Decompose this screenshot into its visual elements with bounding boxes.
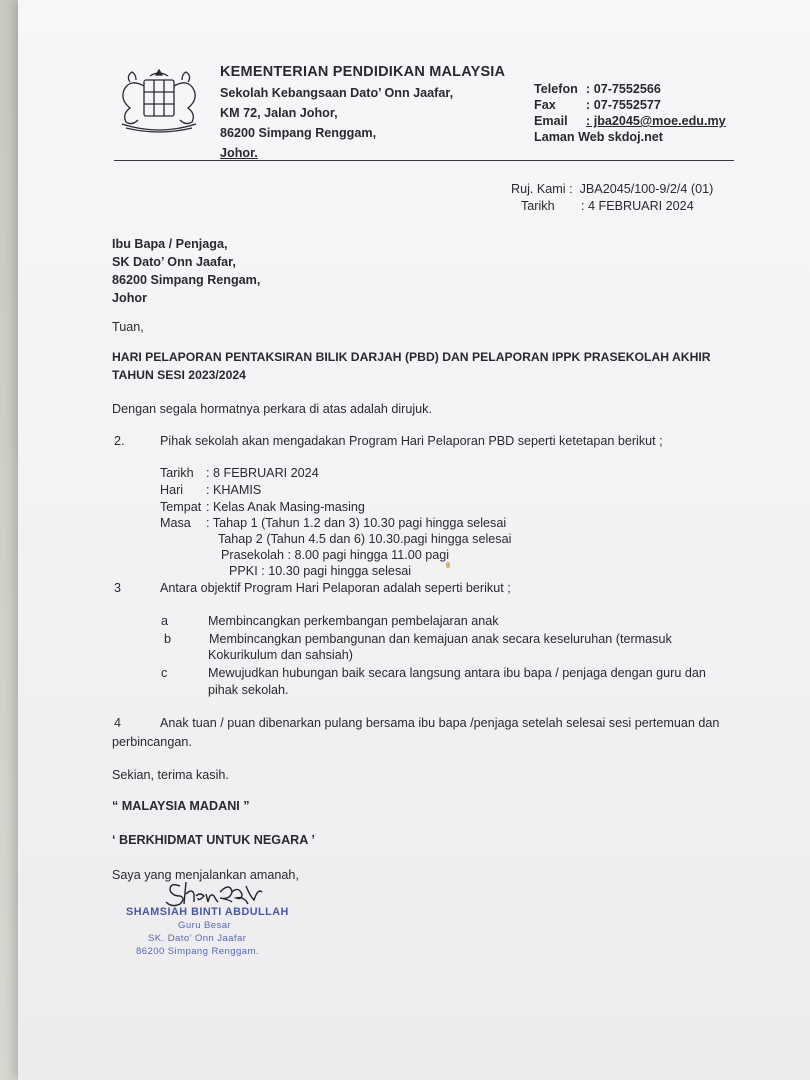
para-4-number: 4 — [114, 716, 122, 730]
signatory-school: SK. Dato’ Onn Jaafar — [148, 933, 247, 944]
website-link[interactable]: : skdoj.net — [600, 130, 663, 144]
letter-page — [18, 0, 810, 1080]
reference-number: Ruj. Kami : JBA2045/100-9/2/4 (01) — [511, 182, 714, 196]
para-4-text-1: Anak tuan / puan dibenarkan pulang bersama ibu bapa /penjaga setelah selesai sesi pertemuan dan — [160, 716, 720, 730]
para-3-number: 3 — [114, 581, 122, 595]
recipient-line-1: Ibu Bapa / Penjaga, — [112, 237, 228, 251]
salutation: Tuan, — [112, 320, 144, 334]
objective-b-letter: b — [164, 632, 172, 646]
ink-speck — [446, 562, 450, 568]
school-address-line-4: Johor. — [220, 146, 258, 160]
detail-masa: Masa : Tahap 1 (Tahun 1.2 dan 3) 10.30 pagi hingga selesai — [160, 516, 507, 530]
motto-berkhidmat: ‘ BERKHIDMAT UNTUK NEGARA ’ — [112, 833, 315, 847]
objective-c-letter: c — [161, 666, 168, 680]
para-2-number: 2. — [114, 434, 125, 448]
school-address-line-2: KM 72, Jalan Johor, — [220, 106, 338, 120]
objective-b-text-1: Membincangkan pembangunan dan kemajuan anak secara keseluruhan (termasuk — [209, 632, 672, 646]
para-4-text-2: perbincangan. — [112, 735, 192, 749]
closing: Sekian, terima kasih. — [112, 768, 229, 782]
objective-c-text-1: Mewujudkan hubungan baik secara langsung antara ibu bapa / penjaga dengan guru dan — [208, 666, 706, 680]
detail-tempat: Tempat : Kelas Anak Masing-masing — [160, 500, 365, 514]
sign-off: Saya yang menjalankan amanah, — [112, 868, 299, 882]
detail-hari: Hari : KHAMIS — [160, 483, 262, 497]
masa-ppki: PPKI : 10.30 pagi hingga selesai — [229, 564, 412, 578]
para-2-text: Pihak sekolah akan mengadakan Program Hari Pelaporan PBD seperti ketetapan berikut ; — [160, 434, 663, 448]
objective-a-letter: a — [161, 614, 169, 628]
recipient-line-2: SK Dato’ Onn Jaafar, — [112, 255, 236, 269]
malaysia-crest-icon — [112, 66, 206, 138]
signatory-name: SHAMSIAH BINTI ABDULLAH — [126, 906, 289, 918]
objective-c-text-2: pihak sekolah. — [208, 683, 289, 697]
reference-date: Tarikh : 4 FEBRUARI 2024 — [521, 199, 694, 213]
subject-line-1: HARI PELAPORAN PENTAKSIRAN BILIK DARJAH (PBD) DAN PELAPORAN IPPK PRASEKOLAH AKHIR — [112, 350, 711, 364]
detail-tarikh: Tarikh : 8 FEBRUARI 2024 — [160, 466, 319, 480]
motto-malaysia-madani: “ MALAYSIA MADANI ” — [112, 799, 250, 813]
ministry-name: KEMENTERIAN PENDIDIKAN MALAYSIA — [220, 64, 506, 80]
signatory-town: 86200 Simpang Renggam. — [136, 946, 259, 957]
recipient-line-4: Johor — [112, 291, 147, 305]
school-address-line-3: 86200 Simpang Renggam, — [220, 126, 377, 140]
contact-email: Email : jba2045@moe.edu.my — [534, 114, 726, 128]
recipient-line-3: 86200 Simpang Rengam, — [112, 273, 261, 287]
opening-sentence: Dengan segala hormatnya perkara di atas adalah dirujuk. — [112, 402, 432, 416]
school-address-line-1: Sekolah Kebangsaan Dato’ Onn Jaafar, — [220, 86, 454, 100]
masa-tahap-2: Tahap 2 (Tahun 4.5 dan 6) 10.30.pagi hingga selesai — [218, 532, 512, 546]
header-divider — [114, 160, 734, 161]
subject-line-2: TAHUN SESI 2023/2024 — [112, 368, 246, 382]
contact-website: Laman Web: skdoj.net — [534, 130, 663, 144]
para-3-text: Antara objektif Program Hari Pelaporan adalah seperti berikut ; — [160, 581, 511, 595]
contact-telefon: Telefon : 07-7552566 — [534, 82, 661, 96]
contact-fax: Fax : 07-7552577 — [534, 98, 661, 112]
masa-prasekolah: Prasekolah : 8.00 pagi hingga 11.00 pagi — [221, 548, 450, 562]
signatory-title: Guru Besar — [178, 920, 232, 931]
objective-a-text: Membincangkan perkembangan pembelajaran anak — [208, 614, 499, 628]
email-link[interactable]: : jba2045@moe.edu.my — [586, 114, 726, 128]
objective-b-text-2: Kokurikulum dan sahsiah) — [208, 648, 353, 662]
